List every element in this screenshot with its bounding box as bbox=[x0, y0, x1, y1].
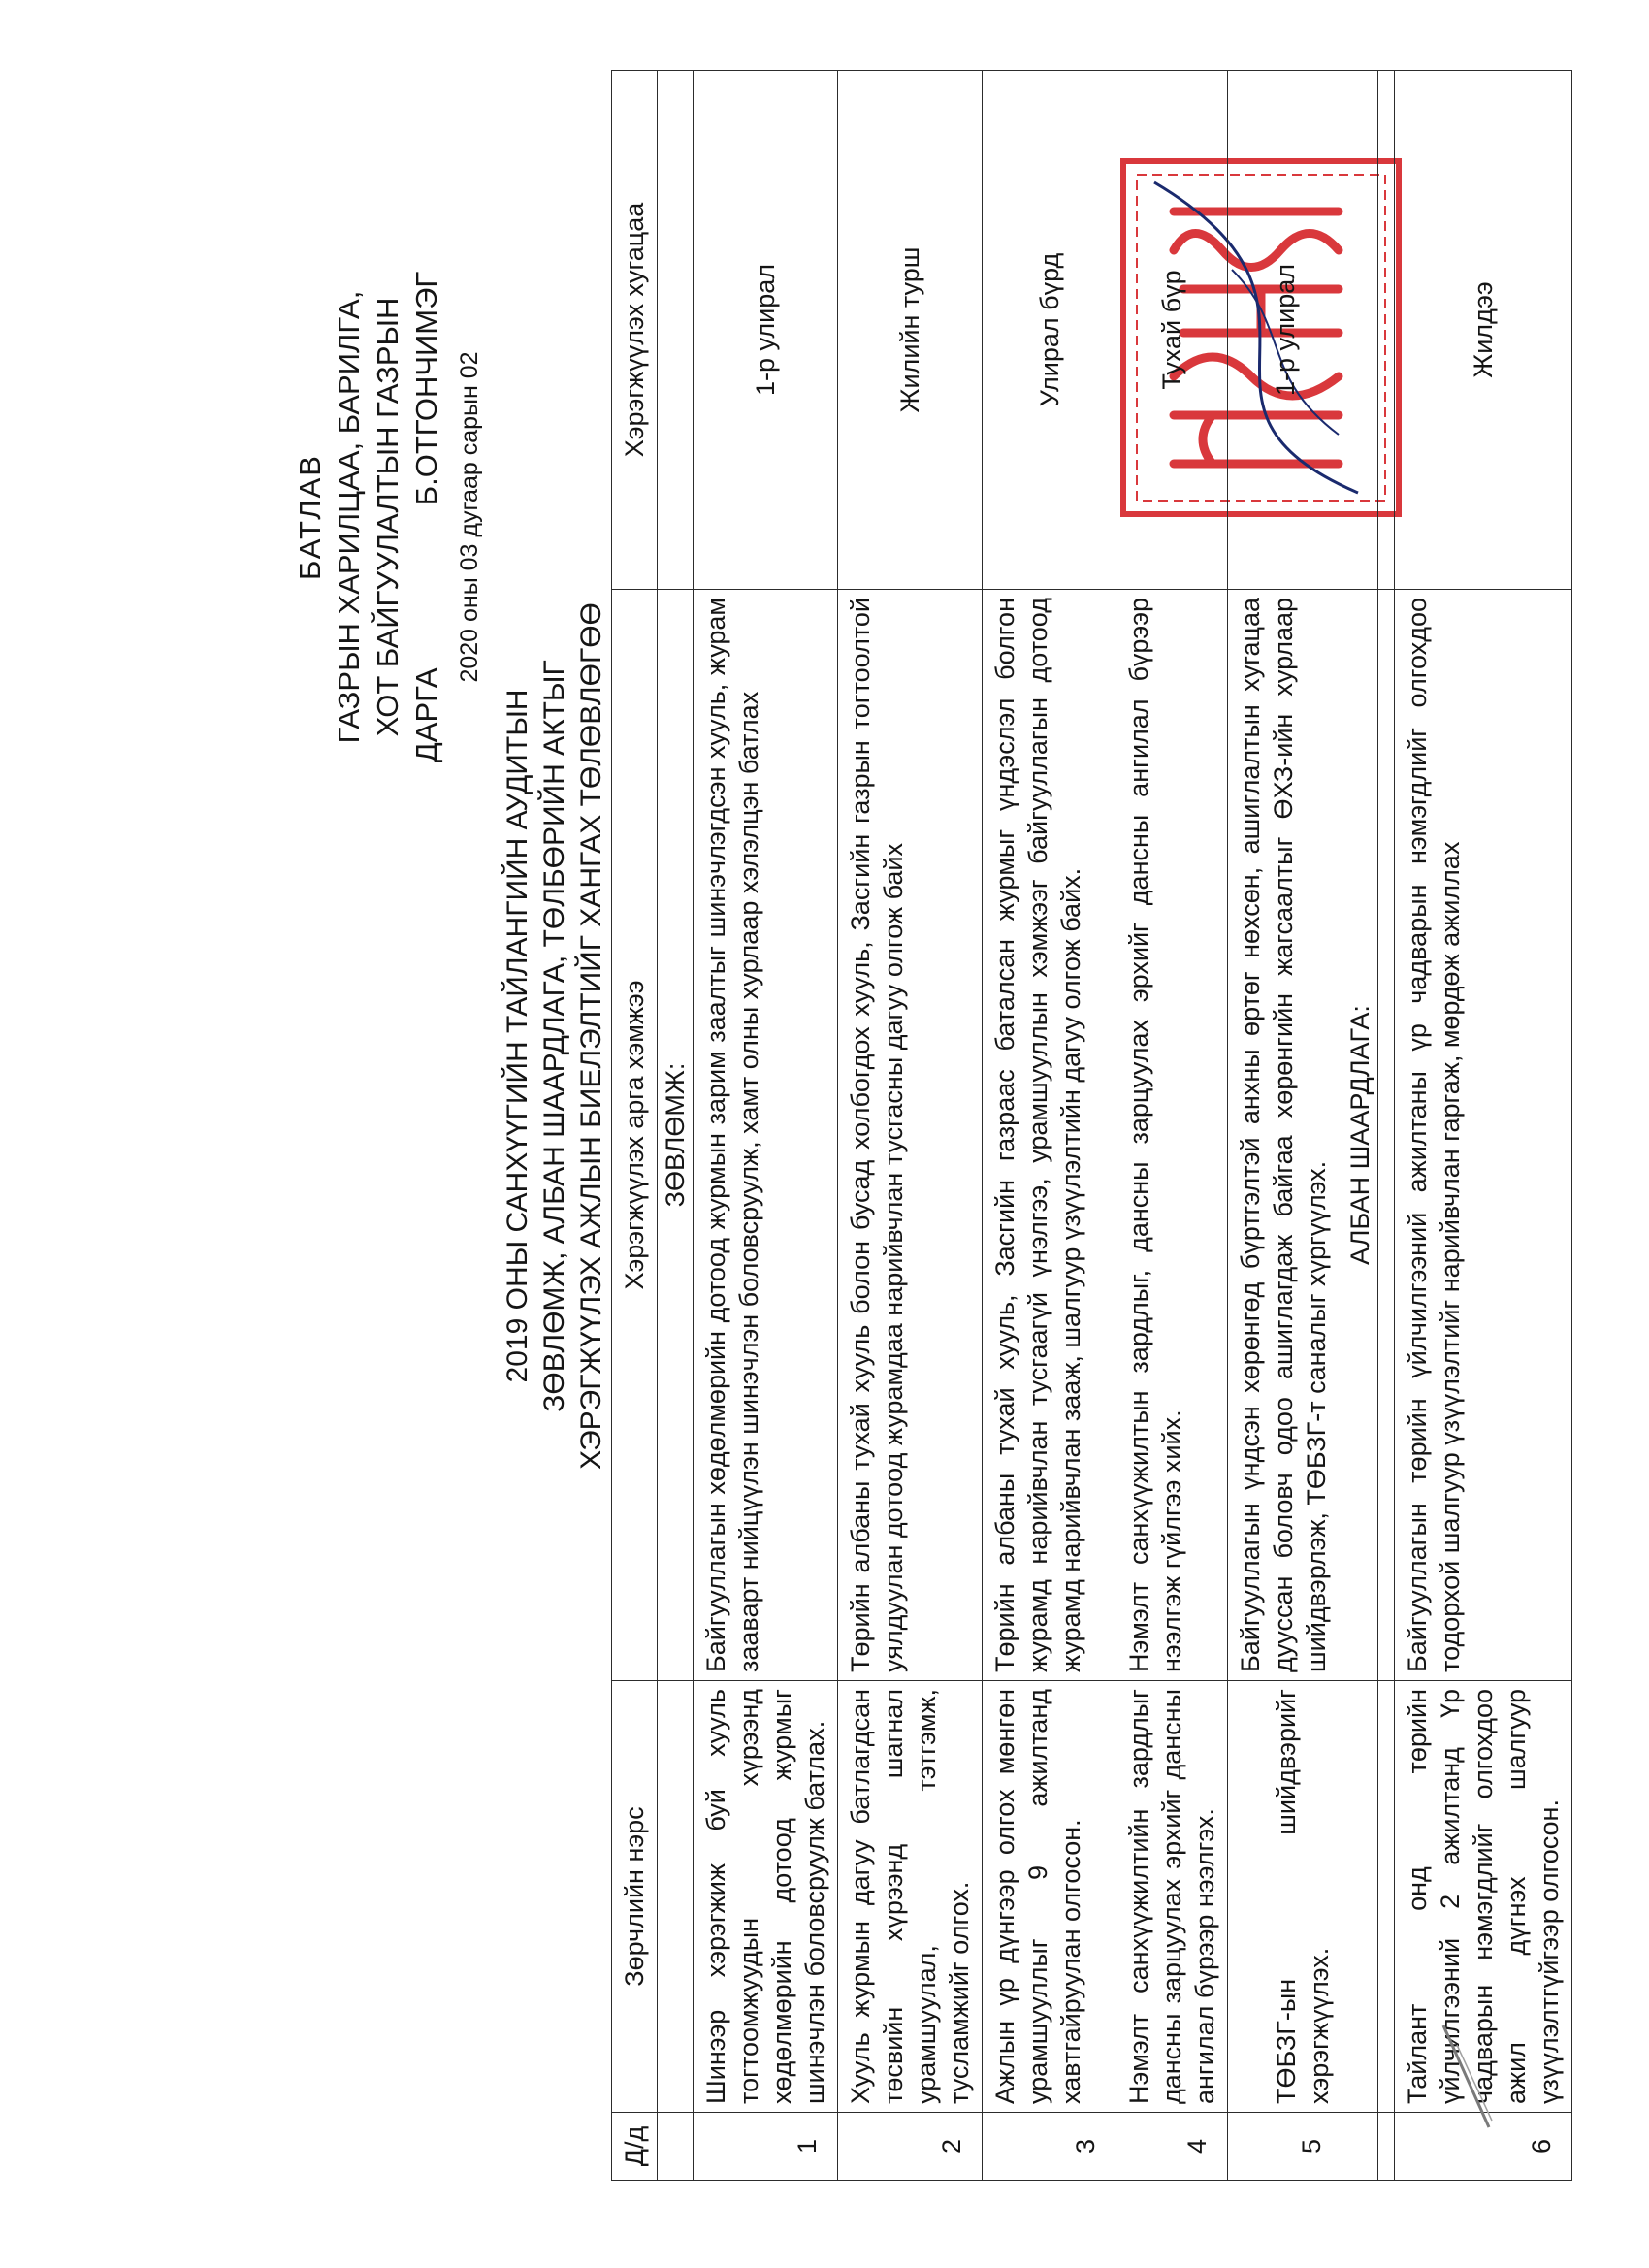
approval-line-3 bbox=[407, 265, 446, 769]
row-violation: Хууль журмын дагуу батлагдсан төсвийн хүрээнд шагнал урамшуулал, тэтгэмж, тусламжийг олгох. bbox=[838, 1681, 983, 2113]
row-period: Улирал бүрд bbox=[983, 71, 1116, 590]
approval-name: Б.ОТГОНЧИМЭГ bbox=[409, 271, 443, 506]
header-num: Д/д bbox=[612, 2113, 658, 2181]
row-method: Нэмэлт санхүүжилтын зардлыг, дансны зарцуулах эрхийг дансны ангилал бүрээр нээлгэж гүйлгээ хийх. bbox=[1116, 590, 1228, 1681]
title-line-2: ЗӨВЛӨМЖ, АЛБАН ШААРДЛАГА, ТӨЛБӨРИЙН АКТЫГ bbox=[538, 660, 570, 1412]
header-violation: Зөрчлийн нэрс bbox=[612, 1681, 658, 2113]
table-row bbox=[694, 71, 838, 2181]
row-method: Байгууллагын төрийн үйлчилгээний ажилтаны үр чадварын нэмэгдлийг олгохдоо тодорхой шалгуур үзүүлэлтийг нарийвчлан гаргаж, мөрдөж ажиллах bbox=[1395, 590, 1572, 1681]
approval-line-2: ХОТ БАЙГУУЛАЛТЫН ГАЗРЫН bbox=[371, 297, 404, 737]
approval-heading: БАТЛАВ bbox=[293, 454, 327, 580]
approval-date: 2020 оны 03 дугаар сарын 02 bbox=[456, 351, 483, 683]
header-method: Хэрэгжүүлэх арга хэмжээ bbox=[612, 590, 658, 1681]
approval-line-1: ГАЗРЫН ХАРИЛЦАА, БАРИЛГА, bbox=[332, 290, 366, 744]
table-header-row bbox=[612, 71, 658, 2181]
row-num: 4 bbox=[1116, 2113, 1228, 2181]
plan-table bbox=[611, 70, 1572, 2181]
table-row bbox=[1228, 71, 1342, 2181]
table-row bbox=[1395, 71, 1572, 2181]
row-num: 5 bbox=[1228, 2113, 1342, 2181]
section-requirement: АЛБАН ШААРДЛАГА: bbox=[1342, 590, 1378, 1681]
row-violation: Тайлант онд төрийн үйлчилгээний 2 ажилтанд Үр чадварын нэмэгдлийг олгохдоо ажил дүгнэх шалгуур үзүүлэлтгүйгээр олгосон. bbox=[1395, 1681, 1572, 2113]
title-line-1: 2019 ОНЫ САНХҮҮГИЙН ТАЙЛАНГИЙН АУДИТЫН bbox=[501, 689, 534, 1383]
row-period: Тухай бүр bbox=[1116, 71, 1228, 590]
section-row-recommendation bbox=[658, 71, 694, 2181]
row-num: 1 bbox=[694, 2113, 838, 2181]
row-period: Жилдээ bbox=[1395, 71, 1572, 590]
row-num: 6 bbox=[1395, 2113, 1572, 2181]
section-recommendation: ЗӨВЛӨМЖ: bbox=[658, 590, 694, 1681]
row-violation: ТӨБЗГ-ын шийдвэрийг хэрэгжүүлэх. bbox=[1228, 1681, 1342, 2113]
row-violation: Ажлын үр дүнгээр олгох мөнгөн урамшууллыг 9 ажилтанд хавтгайруулан олгосон. bbox=[983, 1681, 1116, 2113]
row-violation: Шинээр хэрэгжиж буй хууль тогтоомжуудын хүрээнд хөдөлмөрийн дотоод журмыг шинэчлэн боловсруулж батлах. bbox=[694, 1681, 838, 2113]
approval-block bbox=[291, 265, 489, 769]
approval-position: ДАРГА bbox=[409, 667, 443, 763]
table-row bbox=[983, 71, 1116, 2181]
row-period: 1-р улирал bbox=[694, 71, 838, 590]
title-line-3: ХЭРЭГЖҮҮЛЭХ АЖЛЫН БИЕЛЭЛТИЙГ ХАНГАХ ТӨЛӨВЛӨГӨӨ bbox=[575, 602, 607, 1470]
row-method: Төрийн албаны тухай хууль, Засгийн газраас баталсан журмыг үндэслэл болгон журамд нарийвчлан тусгаагүй үнэлгээ, урамшууллын хэмжээг байгууллагын дотоод журамд нарийвчлан зааж, шалгуур үзүүлэлтийн дагуу олгож байх. bbox=[983, 590, 1116, 1681]
separator-row bbox=[1378, 71, 1395, 2181]
row-violation: Нэмэлт санхүүжилтийн зардлыг дансны зарцуулах эрхийг дансны ангилал бүрээр нээлгэх. bbox=[1116, 1681, 1228, 2113]
header-period: Хэрэгжүүлэх хугацаа bbox=[612, 71, 658, 590]
table-row bbox=[1116, 71, 1228, 2181]
row-method: Байгууллагын үндсэн хөрөнгөд бүртгэлтэй анхны өртөг нөхсөн, ашиглалтын хугацаа дууссан боловч одоо ашиглагдаж байгаа хөрөнгийн жагсаалтыг ӨХЗ-ийн хурлаар шийдвэрлэж, ТӨБЗГ-т саналыг хүргүүлэх. bbox=[1228, 590, 1342, 1681]
section-row-requirement bbox=[1342, 71, 1378, 2181]
document-title bbox=[500, 405, 610, 1667]
row-period: Жилийн турш bbox=[838, 71, 983, 590]
pen-mark bbox=[1436, 2016, 1494, 2132]
row-period: 1-р улирал bbox=[1228, 71, 1342, 590]
row-num: 2 bbox=[838, 2113, 983, 2181]
row-method: Төрийн албаны тухай хууль болон бусад холбогдох хууль, Засгийн газрын тогтоолтой уялдуулан дотоод журамдаа нарийвчлан тусгасны дагуу олгож байх bbox=[838, 590, 983, 1681]
table-row bbox=[838, 71, 983, 2181]
row-num: 3 bbox=[983, 2113, 1116, 2181]
row-method: Байгууллагын хөдөлмөрийн дотоод журмын зарим заалтыг шинэчлэгдсэн хууль, журам зааварт нийцүүлэн шинэчлэн боловсруулж, хамт олны хурлаар хэлэлцэн батлах bbox=[694, 590, 838, 1681]
